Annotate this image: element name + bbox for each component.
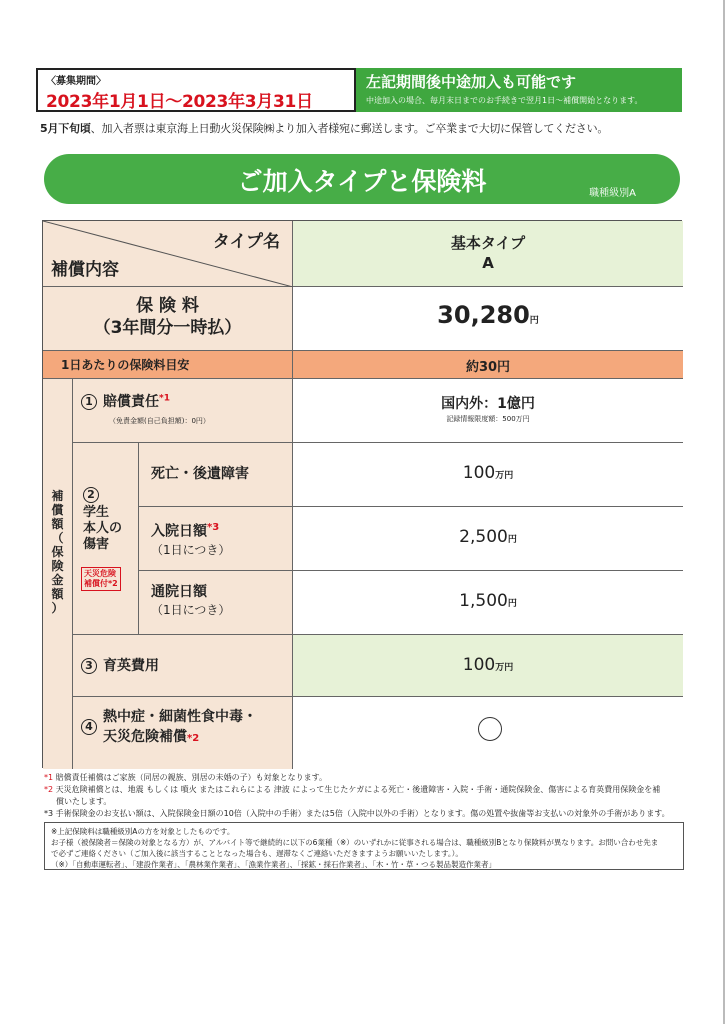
occupation-note-line4: （※）「自動車運転者」、「建設作業者」、「農林業作業者」、「漁業作業者」、「採鉱・採石作業者」、「木・竹・草・つる製品製造作業者」	[51, 860, 497, 869]
death-disability-label: 死亡・後遺障害	[151, 466, 249, 482]
basic-type-name: 基本タイプ	[450, 234, 526, 252]
student-injury-cell	[73, 443, 139, 635]
liability-value: 国内外：1億円	[441, 396, 535, 412]
footnote-3: *3 手術保険金のお支払い額は、入院保険金日額の10倍（入院中の手術）または5倍（入院中以外の手術）となります。傷の処置や抜歯等お支払いの対象外の手術があります。	[44, 809, 670, 818]
section-title: ご加入タイプと保険料	[237, 167, 487, 196]
mailing-notice	[40, 120, 690, 136]
premium-label	[43, 295, 292, 339]
mid-join-title: 左記期間後中途加入も可能です	[366, 73, 577, 91]
header-type-name: タイプ名	[212, 232, 280, 252]
education-label: 3 育英費用	[81, 655, 159, 675]
daily-value-cell	[293, 351, 683, 379]
natural-disaster-tag: 天災危険 補償付*2	[81, 567, 121, 591]
liability-value-sub: 記録情報限度額：500万円	[446, 415, 530, 423]
footnote-1: *1 賠償責任補償はご家族（同居の親族、別居の未婚の子）も対象となります。	[44, 773, 327, 782]
liability-label-cell	[73, 379, 293, 443]
outpatient-label: 通院日額 （1日につき）	[151, 584, 231, 617]
liability-value-cell	[293, 379, 683, 443]
premium-unit: 円	[529, 316, 539, 326]
premium-value	[293, 301, 683, 329]
liability-deductible: （免責金額(自己負担額)：0円）	[109, 417, 210, 425]
header-scope: 補償内容	[51, 260, 119, 280]
mid-join-banner	[356, 68, 682, 112]
footnote-2: *2 天災危険補償とは、地震 もしくは 噴火 またはこれらによる 津波 によって生じたケガによる死亡・後遺障害・入院・手術・通院保険金、傷害による育英費用保険金を補	[44, 785, 661, 794]
enrollment-period-box	[36, 68, 356, 112]
heatstroke-value-cell	[293, 697, 683, 769]
education-label-cell	[73, 635, 293, 697]
daily-label: 1日あたりの保険料目安	[61, 358, 190, 372]
occupation-note-line1: ※上記保険料は職種級別Aの方を対象としたものです。	[51, 827, 235, 836]
occupation-note-line2: お子様（被保険者＝保険の対象となる方）が、アルバイト等で継続的に以下の6業種（※）のいずれかに従事される場合は、職種級別Bとなり保険料が異なります。お問い合わせ先ま	[51, 838, 659, 847]
included-circle-icon	[478, 717, 502, 741]
hospitalization-label-cell	[139, 507, 293, 571]
premium-label-line2: （3年間分一時払）	[93, 318, 242, 338]
death-disability-label-cell	[139, 443, 293, 507]
hospitalization-label: 入院日額$^{*3}$ （1日につき）	[151, 522, 231, 557]
death-disability-amount: 100万円	[462, 463, 514, 483]
header-basic-type-cell	[293, 221, 683, 287]
coverage-amount-side-label: 補 償 額 （ 保 険 金 額 ）	[51, 489, 64, 615]
header-basic-type	[293, 233, 683, 273]
hospitalization-value-cell	[293, 507, 683, 571]
occupation-class-note	[44, 822, 684, 870]
daily-label-cell	[43, 351, 293, 379]
number-3-icon: 3	[81, 658, 97, 674]
liability-mark: *1	[159, 393, 170, 404]
basic-type-letter: A	[482, 254, 494, 272]
mailing-notice-text: 、加入者票は東京海上日動火災保険㈱より加入者様宛に郵送します。ご卒業まで大切に保管してください。	[90, 122, 609, 135]
section-header	[44, 154, 680, 204]
footnote-2-cont: 償いたします。	[56, 797, 112, 806]
premium-label-cell	[43, 287, 293, 351]
heatstroke-label-cell	[73, 697, 293, 769]
mailing-notice-date: 5月下旬頃	[40, 122, 91, 135]
education-value-cell	[293, 635, 683, 697]
student-injury-label: 2 学生 本人の 傷害	[83, 488, 123, 552]
coverage-amount-side-cell	[43, 379, 73, 769]
occupation-note-line3: で必ずご連絡ください（ご加入後に該当することとなった場合も、遅滞なくご連絡いただきますようお願いいたします。）。	[51, 849, 463, 858]
education-amount: 100万円	[462, 655, 514, 675]
daily-value: 約30円	[465, 360, 511, 375]
number-4-icon: 4	[81, 719, 97, 735]
mid-join-note: 中途加入の場合、毎月末日までのお手続きで翌月1日〜補償開始となります。	[366, 96, 643, 105]
number-2-icon: 2	[83, 487, 99, 503]
premium-value-cell	[293, 287, 683, 351]
outpatient-value-cell	[293, 571, 683, 635]
header-scope-cell	[43, 221, 293, 287]
premium-amount: 30,280	[437, 301, 530, 329]
outpatient-amount: 1,500円	[459, 591, 517, 611]
footnotes	[44, 772, 694, 820]
heatstroke-label: 4熱中症・細菌性食中毒・ 天災危険補償*2	[81, 707, 257, 749]
coverage-table	[42, 220, 682, 768]
outpatient-label-cell	[139, 571, 293, 635]
enrollment-period-dates: 2023年1月1日〜2023年3月31日	[46, 92, 313, 112]
enrollment-period-label: 〈募集期間〉	[46, 76, 106, 87]
number-1-icon: 1	[81, 394, 97, 410]
hospitalization-amount: 2,500円	[459, 527, 517, 547]
liability-label: 1 賠償責任$^{*1}$	[81, 391, 170, 411]
death-disability-value-cell	[293, 443, 683, 507]
premium-label-line1: 保 険 料	[136, 296, 199, 316]
section-subtitle: 職種級別A	[589, 188, 636, 199]
